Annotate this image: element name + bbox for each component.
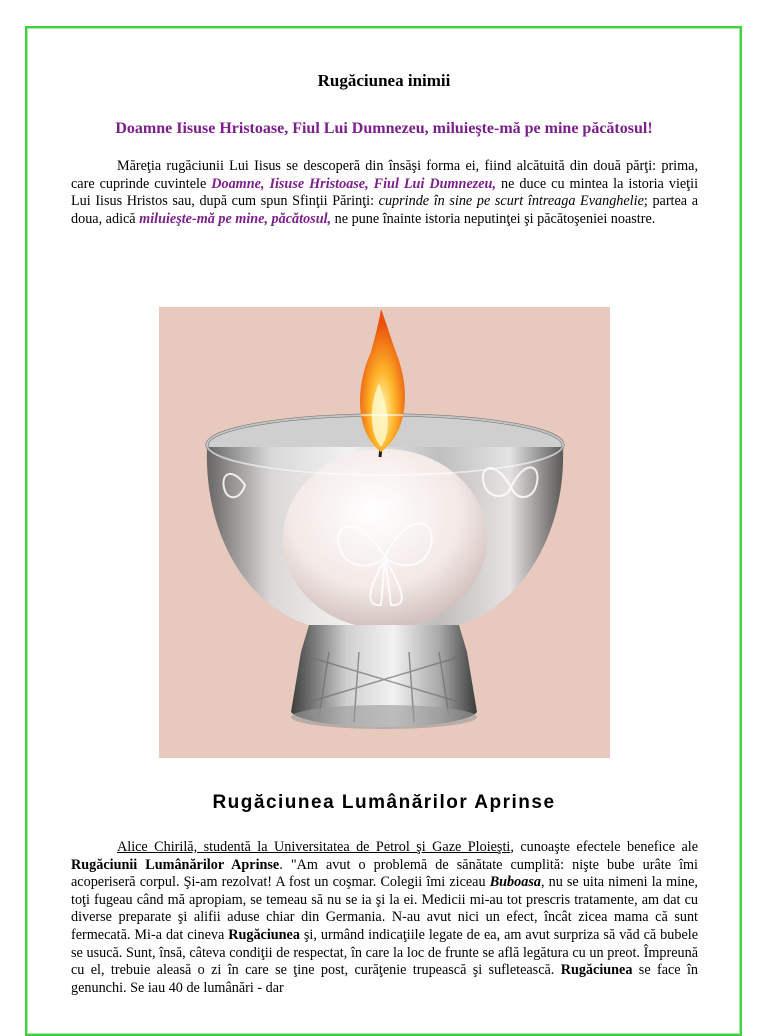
para2-text-5: se face în genunchi. Se iau 40 de lumânări - dar — [71, 962, 698, 996]
testimony-paragraph — [71, 839, 698, 997]
para1-text-1: Măreţia rugăciunii Lui Iisus se descoperă din însăşi forma ei, fiind alcătuită din două părţi: prima, care cuprinde cuvintele — [71, 158, 698, 192]
section-heading: Rugăciunea Lumânărilor Aprinse — [212, 792, 556, 813]
intro-paragraph — [71, 158, 698, 228]
para2-bold-2: Rugăciunea — [228, 926, 300, 943]
para1-emphasis-2: cuprinde în sine pe scurt întreaga Evanghelie — [378, 193, 644, 210]
para2-bold-3: Rugăciunea — [560, 962, 633, 979]
para2-text-3: , nu se uita nimeni la mine, toţi fugeau când mă apropiam, se temeau să nu se ia şi la ei. Medicii mi-au tot prescris tratamente, am dat cu diverse preparate şi alifii aduse chiar din Germania. N-au avut nici un efect, încât zicea mama că sunt fermecată. Mi-a dat cineva — [71, 874, 698, 943]
para1-text-2: ne duce cu mintea la istoria vieţii Lui Iisus Hristos sau, după cum spun Sfinţii Părinţi: — [71, 175, 699, 210]
para2-bold-italic: Buboasa — [489, 874, 541, 891]
document-subtitle: Doamne Iisuse Hristoase, Fiul Lui Dumnezeu, miluieşte-mă pe mine păcătosul! — [115, 120, 653, 137]
candle-in-glass-icon — [159, 307, 610, 758]
para2-text-4: şi, urmând indicaţiile legate de ea, am avut surpriza să văd că bubele se usucă. Sunt, însă, câteva condiţii de respectat, în care la loc de frunte se află legătura cu un preot. Împreună cu el, trebuie aleasă o zi în care se ţine post, curăţenie trupească şi sufletească. — [71, 926, 699, 979]
para2-bold-1: Rugăciunii Lumânărilor Aprinse — [71, 856, 280, 873]
document-title: Rugăciunea inimii — [317, 71, 451, 90]
para1-text-3: ; partea a doua, adică — [71, 193, 699, 227]
para2-text-1: , cunoaşte efectele benefice ale — [510, 839, 699, 855]
para1-emphasis-1: Doamne, Iisuse Hristoase, Fiul Lui Dumnezeu, — [211, 175, 496, 192]
para1-emphasis-3: miluieşte-mă pe mine, păcătosul, — [139, 210, 332, 227]
para2-underlined: Alice Chirilă, studentă la Universitatea de Petrol şi Gaze Ploieşti — [117, 839, 511, 855]
para2-text-2: . "Am avut o problemă de sănătate cumplită: nişte bube urâte îmi acoperiseră corpul. Şi-am rezolvat! A fost un coşmar. Colegii îmi ziceau — [71, 856, 699, 891]
para1-text-4: ne pune înainte istoria neputinţei şi păcătoşeniei noastre. — [331, 210, 656, 227]
